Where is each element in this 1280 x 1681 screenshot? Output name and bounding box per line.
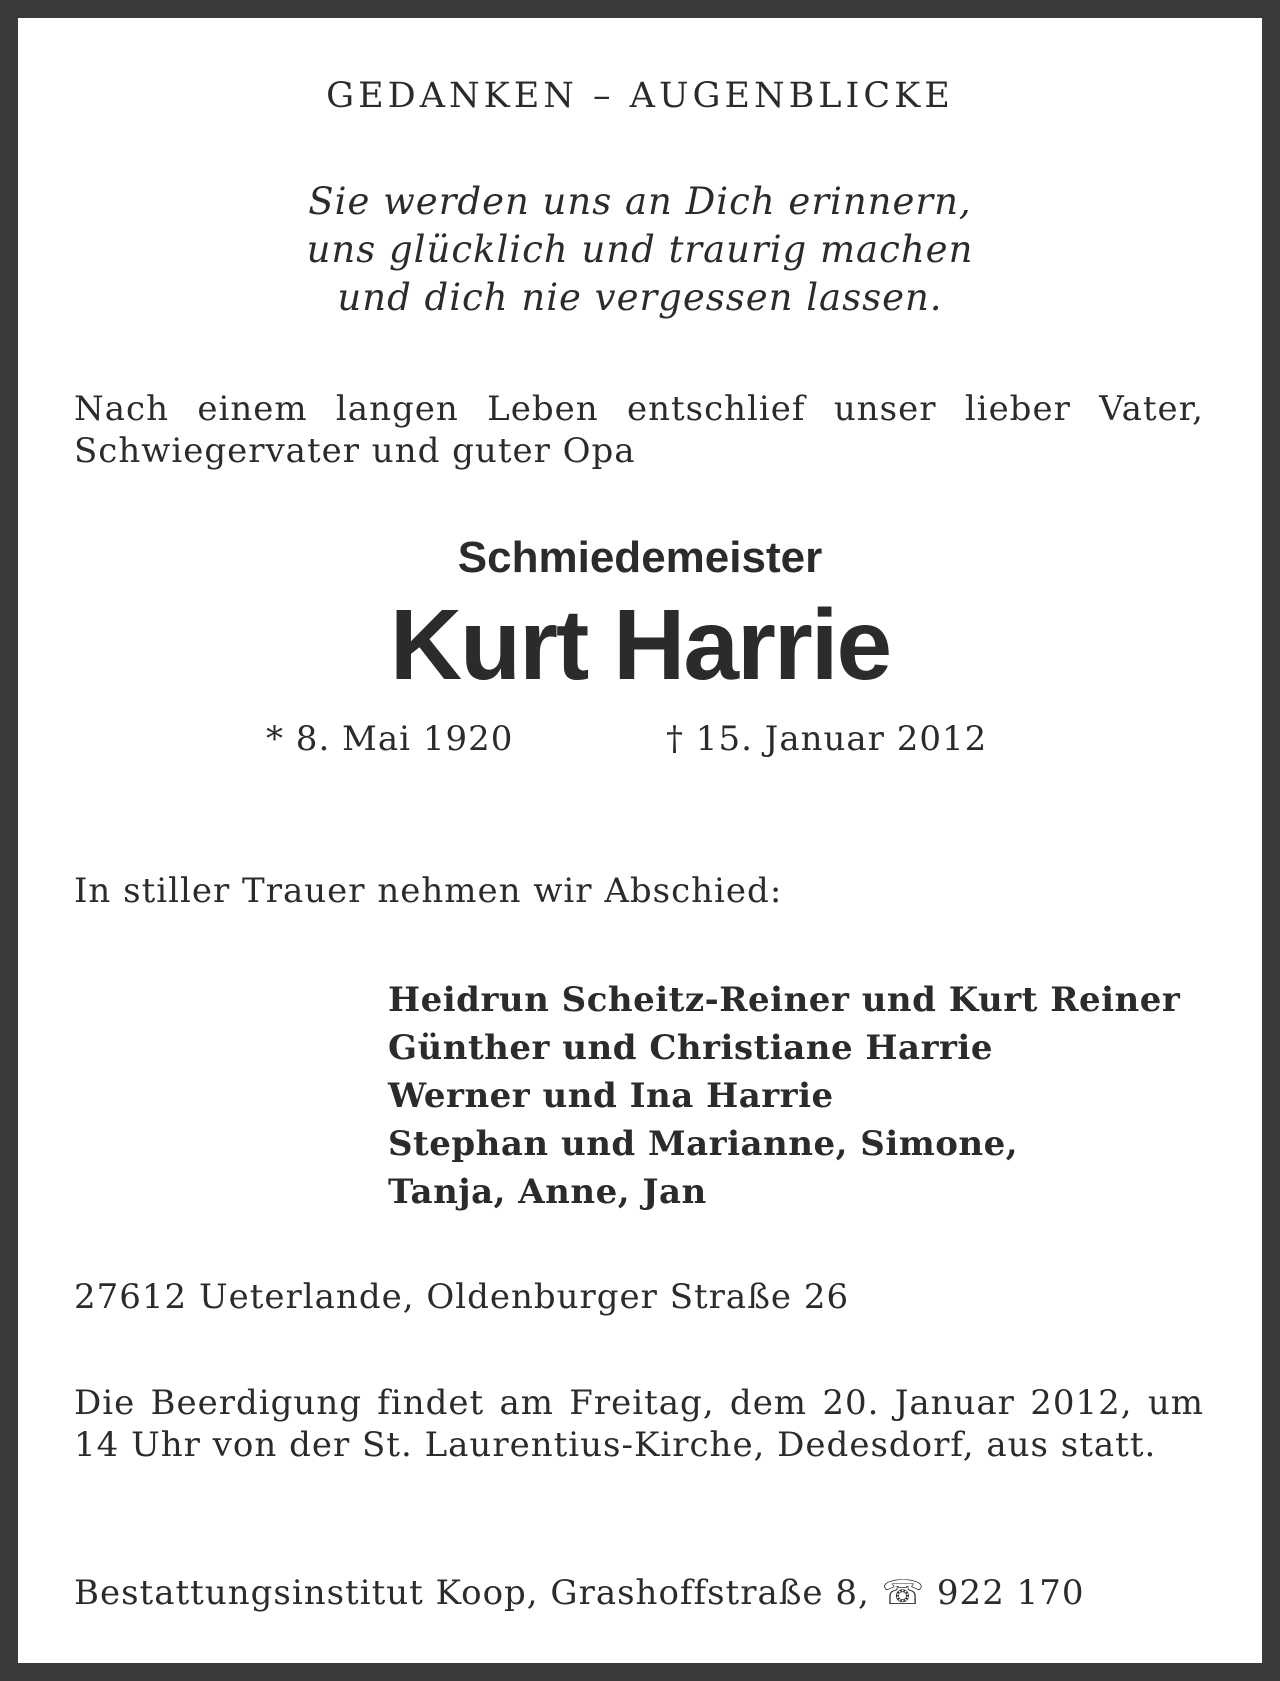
deceased-name: Kurt Harrie (389, 589, 891, 701)
profession-title: Schmiedemeister (457, 533, 823, 582)
mourner-line: Günther und Christiane Harrie (388, 1028, 993, 1068)
family-address: 27612 Ueterlande, Oldenburger Straße 26 (74, 1277, 850, 1317)
farewell-text: In stiller Trauer nehmen wir Abschied: (74, 871, 783, 911)
intro-text: Nach einem langen Leben entschlief unser lieber Vater, Schwiegervater und guter Opa (74, 389, 1204, 471)
notice-header: GEDANKEN – AUGENBLICKE (326, 76, 954, 116)
poem-line: und dich nie vergessen lassen. (337, 276, 943, 319)
mourner-line: Heidrun Scheitz-Reiner und Kurt Reiner (388, 980, 1181, 1020)
mourner-line: Werner und Ina Harrie (388, 1076, 834, 1116)
poem-line: Sie werden uns an Dich erinnern, (308, 180, 972, 223)
mourner-line: Tanja, Anne, Jan (388, 1172, 707, 1212)
mourners-list (388, 976, 1180, 1216)
poem-line: uns glücklich und traurig machen (306, 228, 974, 271)
poem (18, 178, 1262, 322)
mourner-line: Stephan und Marianne, Simone, (388, 1124, 1019, 1164)
birth-date: * 8. Mai 1920 (266, 719, 514, 759)
funeral-info: Die Beerdigung findet am Freitag, dem 20. Januar 2012, um 14 Uhr von der St. Laurentius-Kirche, Dedesdorf, aus statt. (74, 1383, 1204, 1465)
death-date: † 15. Januar 2012 (666, 719, 988, 759)
undertaker-info: Bestattungsinstitut Koop, Grashoffstraße 8, ☏ 922 170 (74, 1573, 1085, 1613)
